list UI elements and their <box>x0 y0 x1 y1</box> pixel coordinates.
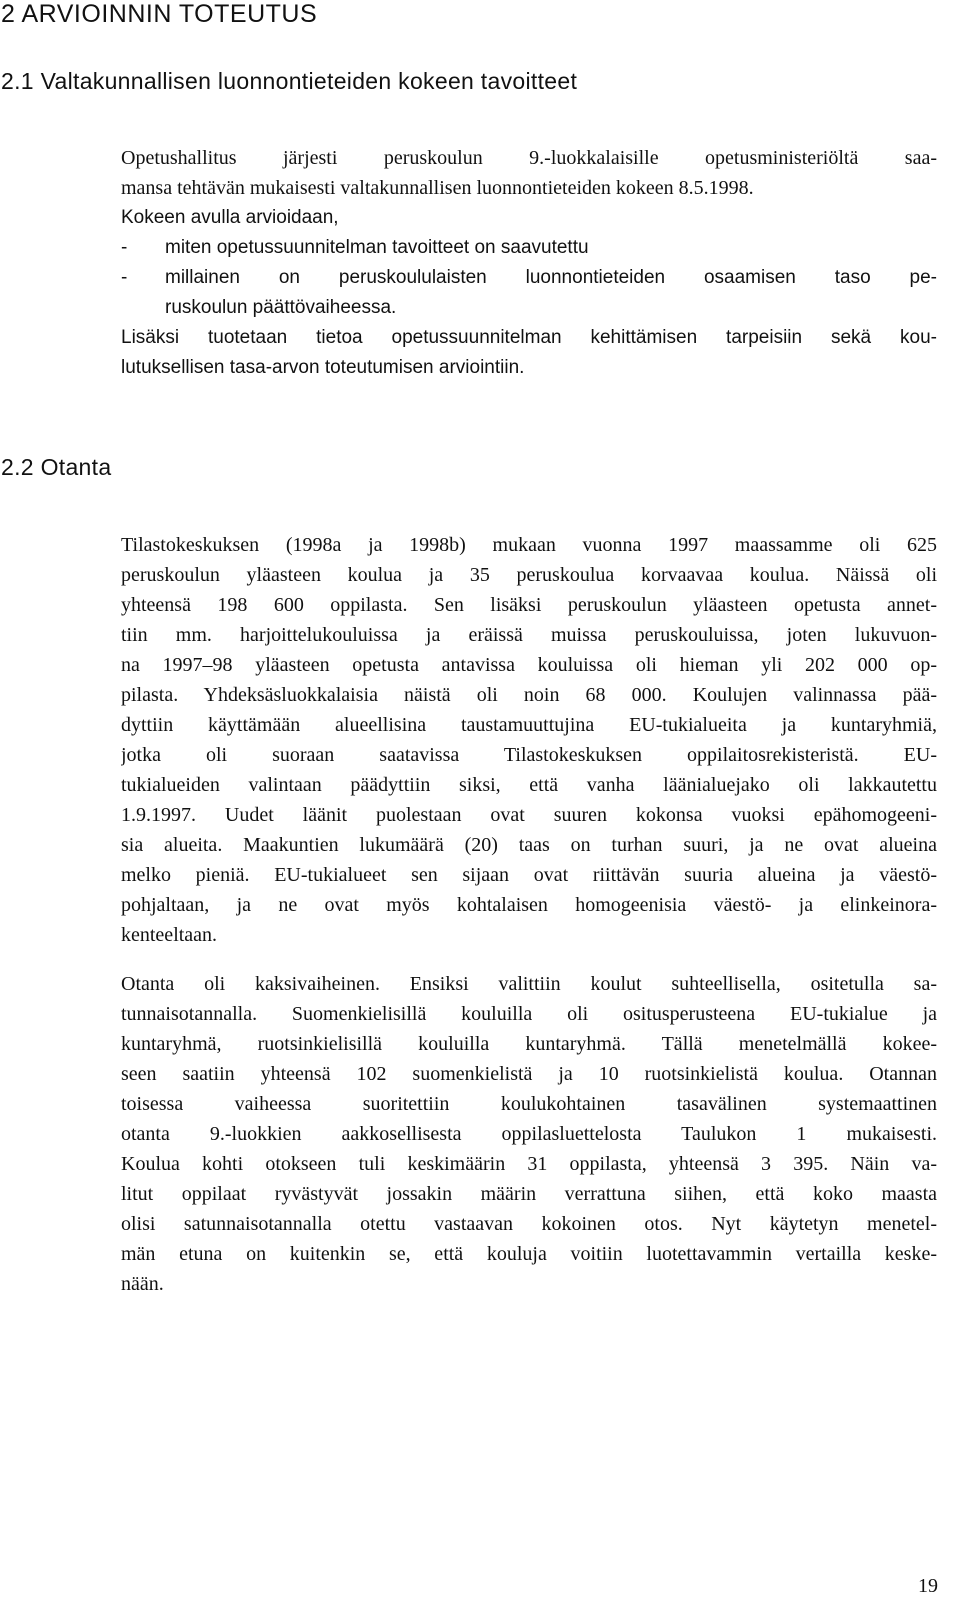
section-2-2-paragraph-2 <box>121 969 937 1299</box>
paragraph-line: tunnaisotannalla. Suomenkielisillä kouluilla oli ositusperusteena EU-tukialue ja <box>121 1003 937 1025</box>
paragraph-line: kuntaryhmä, ruotsinkielisillä kouluilla kuntaryhmä. Tällä menetelmällä kokee- <box>121 1033 937 1055</box>
paragraph-line: lutuksellisen tasa-arvon toteutumisen arviointiin. <box>121 357 525 378</box>
list-bullet: - <box>121 237 128 258</box>
paragraph-line: melko pieniä. EU-tukialueet sen sijaan ovat riittävän suuria alueina ja väestö- <box>121 864 937 886</box>
paragraph-line: pohjaltaan, ja ne ovat myös kohtalaisen homogeenisia väestö- ja elinkeinora- <box>121 894 937 916</box>
paragraph-line: na 1997–98 yläasteen opetusta antavissa kouluissa oli hieman yli 202 000 op- <box>121 654 937 676</box>
paragraph-line: män etuna on kuitenkin se, että kouluja voitiin luotettavammin vertailla keske- <box>121 1243 937 1265</box>
list-bullet: - <box>121 267 128 288</box>
paragraph-line: pilasta. Yhdeksäsluokkalaisia näistä oli noin 68 000. Koulujen valinnassa pää- <box>121 684 937 706</box>
list-item <box>121 233 937 263</box>
paragraph-line: jotka oli suoraan saatavissa Tilastokeskuksen oppilaitosrekisteristä. EU- <box>121 744 937 766</box>
paragraph-line: kenteeltaan. <box>121 924 218 946</box>
paragraph-line: tiin mm. harjoittelukouluissa ja eräissä muissa peruskouluissa, joten lukuvuon- <box>121 624 937 646</box>
list-item-continuation: ruskoulun päättövaiheessa. <box>165 297 397 318</box>
paragraph-line: mansa tehtävän mukaisesti valtakunnallisen luonnontieteiden kokeen 8.5.1998. <box>121 177 754 199</box>
list-item-text: miten opetussuunnitelman tavoitteet on saavutettu <box>165 237 589 258</box>
paragraph-line: Otanta oli kaksivaiheinen. Ensiksi valittiin koulut suhteellisella, ositetulla sa- <box>121 973 937 995</box>
paragraph-line: litut oppilaat ryvästyvät jossakin määrin verrattuna siihen, että koko maasta <box>121 1183 937 1205</box>
paragraph-line: nään. <box>121 1273 164 1295</box>
paragraph-line: tukialueiden valintaan päädyttiin siksi, että vanha läänialuejako oli lakkautettu <box>121 774 937 796</box>
section-2-2-paragraph-1 <box>121 530 937 950</box>
list-intro: Kokeen avulla arvioidaan, <box>121 207 339 228</box>
paragraph-line: peruskoulun yläasteen koulua ja 35 peruskoulua korvaavaa koulua. Näissä oli <box>121 564 937 586</box>
paragraph-line: yhteensä 198 600 oppilasta. Sen lisäksi peruskoulun yläasteen opetusta annet- <box>121 594 937 616</box>
paragraph-line: toisessa vaiheessa suoritettiin koulukohtainen tasavälinen systemaattinen <box>121 1093 937 1115</box>
paragraph-line: Koulua kohti otokseen tuli keskimäärin 31 oppilasta, yhteensä 3 395. Näin va- <box>121 1153 937 1175</box>
section-2-1-body <box>121 143 937 383</box>
paragraph-line: Lisäksi tuotetaan tietoa opetussuunnitelman kehittämisen tarpeisiin sekä kou- <box>121 327 937 348</box>
paragraph-line: Opetushallitus järjesti peruskoulun 9.-luokkalaisille opetusministeriöltä saa- <box>121 147 937 169</box>
paragraph-line: 1.9.1997. Uudet läänit puolestaan ovat suuren kokonsa vuoksi epähomogeeni- <box>121 804 937 826</box>
section-heading-2-2: 2.2 Otanta <box>1 454 112 480</box>
paragraph-line: otanta 9.-luokkien aakkosellisesta oppilasluettelosta Taulukon 1 mukaisesti. <box>121 1123 937 1145</box>
paragraph-line: seen saatiin yhteensä 102 suomenkielistä ja 10 ruotsinkielistä koulua. Otannan <box>121 1063 937 1085</box>
section-heading-2-1: 2.1 Valtakunnallisen luonnontieteiden kokeen tavoitteet <box>1 68 578 94</box>
paragraph-line: Tilastokeskuksen (1998a ja 1998b) mukaan vuonna 1997 maassamme oli 625 <box>121 534 937 556</box>
paragraph-line: olisi satunnaisotannalla otettu vastaavan kokoinen otos. Nyt käytetyn menetel- <box>121 1213 937 1235</box>
paragraph-line: dyttiin käyttämään alueellisina taustamuuttujina EU-tukialueita ja kuntaryhmiä, <box>121 714 937 736</box>
list-item-text: millainen on peruskoululaisten luonnontieteiden osaamisen taso pe- <box>165 267 937 288</box>
paragraph-line: sia alueita. Maakuntien lukumäärä (20) taas on turhan suuri, ja ne ovat alueina <box>121 834 937 856</box>
page-number: 19 <box>918 1575 938 1597</box>
chapter-heading: 2 ARVIOINNIN TOTEUTUS <box>1 0 318 28</box>
list-item <box>121 263 937 293</box>
